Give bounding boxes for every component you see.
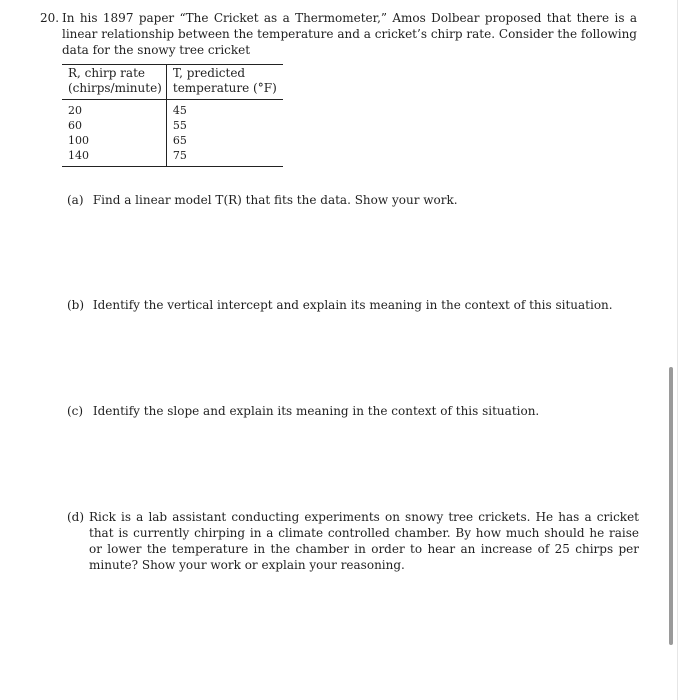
cell-temperature: 65 [172,134,187,147]
part-a [67,192,458,208]
part-a-text: Find a linear model T(R) that fits the data. Show your work. [92,193,458,207]
part-c [67,403,539,419]
part-d [67,509,639,573]
part-d-text: Rick is a lab assistant conducting experiments on snowy tree crickets. He has a cricket that is currently chirping in a climate controlled chamber. By how much should he raise or lower the temperature in the chamber in order to hear an increase of 25 chirps per minute? Show your work or explain your reasoning. [89,510,639,572]
table-row [62,148,283,167]
part-b [67,297,613,313]
cell-chirp-rate: 20 [62,100,166,119]
table-row [62,118,283,133]
table-row [62,133,283,148]
cell-chirp-rate: 100 [62,133,166,148]
cell-chirp-rate: 60 [62,118,166,133]
problem-statement: In his 1897 paper “The Cricket as a Thermometer,” Amos Dolbear proposed that there is a linear relationship between the temperature and a cricket’s chirp rate. Consider the following data for the snowy tree cricket [62,11,637,57]
header-chirp-rate: R, chirp rate (chirps/minute) [62,65,166,100]
part-c-text: Identify the slope and explain its meaning in the context of this situation. [92,404,540,418]
data-table [62,64,283,167]
part-a-label: (a) [67,193,84,207]
cell-temperature: 45 [172,104,187,117]
part-b-label: (b) [67,298,85,312]
part-d-label: (d) [67,510,85,524]
scrollbar-thumb[interactable] [669,367,673,645]
cell-temperature: 55 [172,119,187,132]
header-temperature: T, predicted temperature (°F) [172,66,277,95]
cell-temperature: 75 [172,149,187,162]
part-c-label: (c) [67,404,84,418]
table-row [62,100,283,119]
problem-number: 20. [40,11,60,25]
cell-chirp-rate: 140 [62,148,166,167]
part-b-text: Identify the vertical intercept and explain its meaning in the context of this situation. [92,298,613,312]
table-header-row [62,65,283,100]
